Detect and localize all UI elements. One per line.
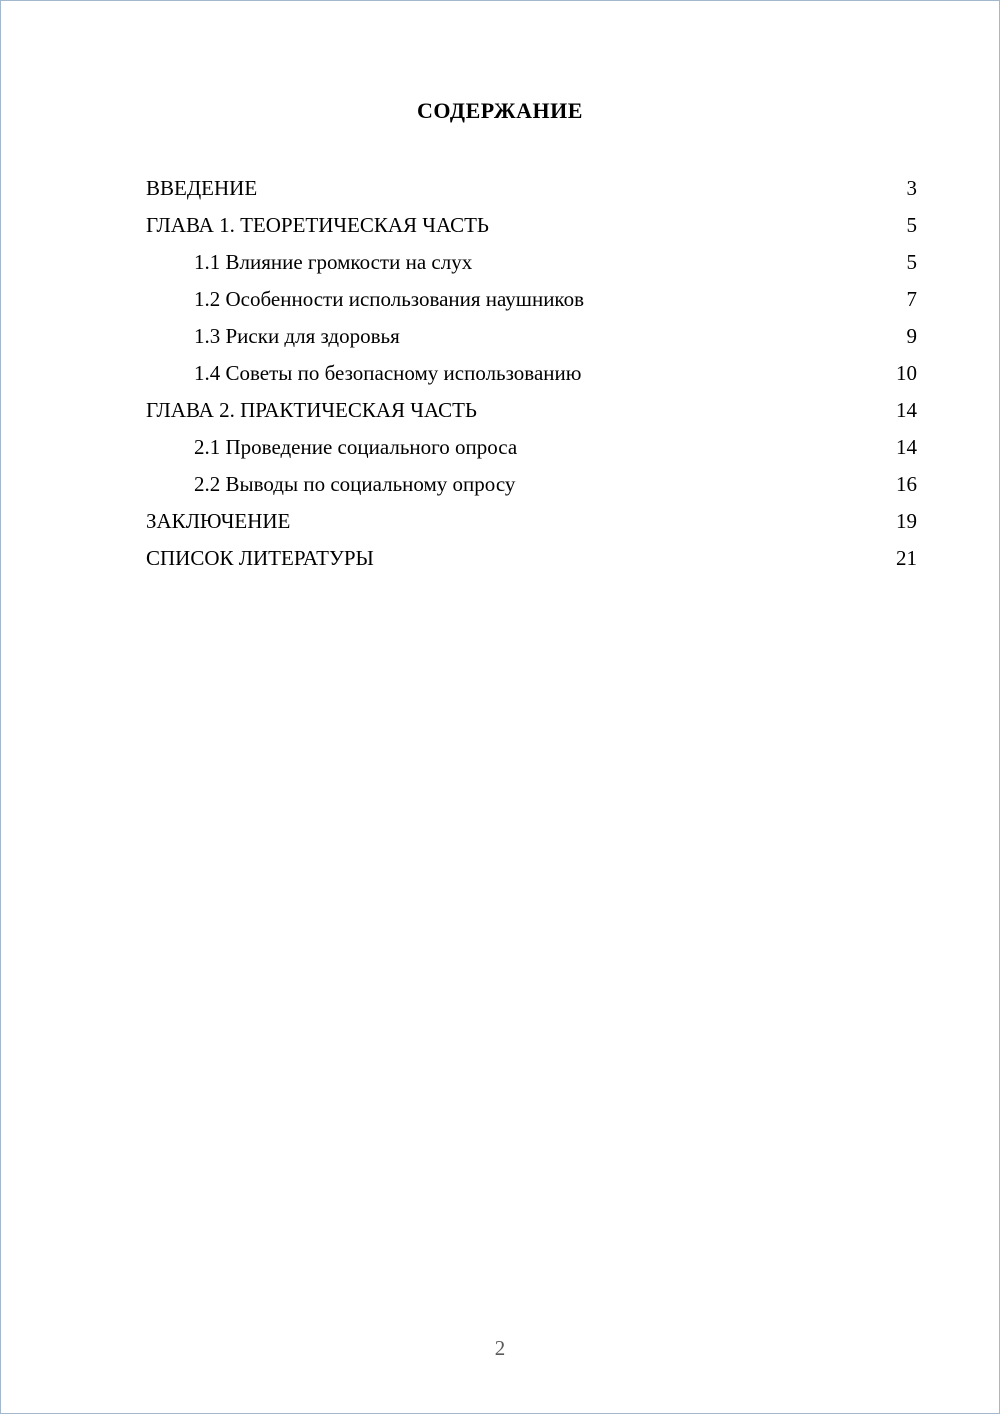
toc-entry-page-number: 5: [906, 213, 917, 237]
toc-entry-label: СПИСОК ЛИТЕРАТУРЫ: [146, 546, 374, 570]
toc-entry-label: 1.1 Влияние громкости на слух: [194, 250, 473, 274]
toc-entry-label: 1.3 Риски для здоровья: [194, 324, 400, 348]
toc-entry: [146, 392, 917, 429]
toc-list: [146, 170, 917, 577]
toc-entry-page-number: 14: [896, 435, 917, 459]
toc-entry: [146, 429, 917, 466]
toc-entry: [146, 503, 917, 540]
toc-entry: [146, 244, 917, 281]
toc-entry: [146, 318, 917, 355]
toc-entry: [146, 355, 917, 392]
toc-entry-page-number: 3: [906, 176, 917, 200]
toc-entry-page-number: 16: [896, 472, 917, 496]
toc-entry-label: ГЛАВА 1. ТЕОРЕТИЧЕСКАЯ ЧАСТЬ: [146, 213, 489, 237]
toc-entry: [146, 466, 917, 503]
toc-entry: [146, 170, 917, 207]
toc-entry-page-number: 19: [896, 509, 917, 533]
page-number: 2: [494, 1336, 506, 1360]
toc-entry: [146, 207, 917, 244]
toc-entry-label: 2.1 Проведение социального опроса: [194, 435, 518, 459]
toc-entry-label: 2.2 Выводы по социальному опросу: [194, 472, 516, 496]
toc-entry: [146, 540, 917, 577]
toc-entry-page-number: 21: [896, 546, 917, 570]
toc-entry-label: ВВЕДЕНИЕ: [146, 176, 258, 200]
toc-entry-page-number: 5: [906, 250, 917, 274]
toc-entry: [146, 281, 917, 318]
toc-entry-label: ГЛАВА 2. ПРАКТИЧЕСКАЯ ЧАСТЬ: [146, 398, 477, 422]
toc-entry-label: 1.2 Особенности использования наушников: [194, 287, 584, 311]
toc-entry-label: 1.4 Советы по безопасному использованию: [194, 361, 582, 385]
toc-entry-label: ЗАКЛЮЧЕНИЕ: [146, 509, 291, 533]
toc-entry-page-number: 7: [906, 287, 917, 311]
toc-entry-page-number: 10: [896, 361, 917, 385]
toc-entry-page-number: 14: [896, 398, 917, 422]
toc-entry-page-number: 9: [906, 324, 917, 348]
toc-title: СОДЕРЖАНИЕ: [417, 98, 583, 123]
